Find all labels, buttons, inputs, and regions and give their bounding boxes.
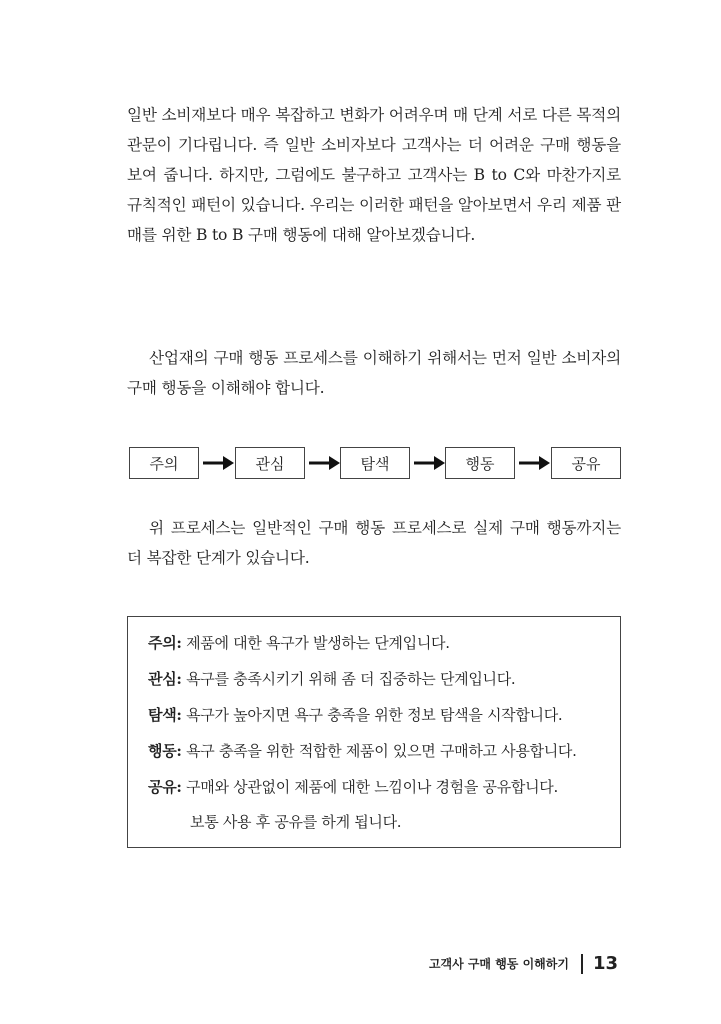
flow-step-attention: 주의	[129, 447, 199, 479]
footer-divider	[581, 954, 583, 974]
definition-action	[148, 741, 577, 761]
definition-desc: 구매와 상관없이 제품에 대한 느낌이나 경험을 공유합니다.	[181, 778, 558, 796]
arrow-right-icon	[412, 454, 446, 472]
definition-desc: 욕구를 충족시키기 위해 좀 더 집중하는 단계입니다.	[181, 670, 516, 688]
definition-share-continued: 보통 사용 후 공유를 하게 됩니다.	[190, 813, 402, 831]
definition-term: 관심:	[148, 670, 182, 688]
definition-search	[148, 705, 562, 725]
arrow-right-icon	[517, 454, 551, 472]
arrow-right-icon	[201, 454, 235, 472]
definition-desc: 제품에 대한 욕구가 발생하는 단계입니다.	[181, 634, 450, 652]
definition-interest	[148, 669, 515, 689]
body-paragraph-3: 위 프로세스는 일반적인 구매 행동 프로세스로 실제 구매 행동까지는 더 복잡한 단계가 있습니다.	[127, 519, 621, 567]
flow-step-action: 행동	[445, 447, 515, 479]
running-title: 고객사 구매 행동 이해하기	[428, 957, 569, 971]
process-flow	[129, 447, 621, 481]
arrow-right-icon	[307, 454, 341, 472]
flow-step-interest: 관심	[235, 447, 305, 479]
page-footer	[429, 953, 618, 974]
body-paragraph-1: 일반 소비재보다 매우 복잡하고 변화가 어려우며 매 단계 서로 다른 목적의 관문이 기다립니다. 즉 일반 소비자보다 고객사는 더 어려운 구매 행동을 보여 줍니다. 하지만, 그럼에도 불구하고 고객사는 B to C와 마찬가지로 규칙적인 패턴이 있습니다. 우리는 이러한 패턴을 알아보면서 우리 제품 판매를 위한 B to B 구매 행동에 대해 알아보겠습니다.	[127, 106, 621, 244]
body-paragraph-2: 산업재의 구매 행동 프로세스를 이해하기 위해서는 먼저 일반 소비자의 구매 행동을 이해해야 합니다.	[127, 349, 621, 397]
definition-share	[148, 777, 558, 797]
page-number: 13	[592, 953, 618, 974]
definition-term: 탐색:	[148, 706, 182, 724]
flow-step-search: 탐색	[340, 447, 410, 479]
definition-desc: 욕구 충족을 위한 적합한 제품이 있으면 구매하고 사용합니다.	[181, 742, 577, 760]
definition-term: 공유:	[148, 778, 182, 796]
definition-term: 행동:	[148, 742, 182, 760]
flow-step-share: 공유	[551, 447, 621, 479]
definition-box	[127, 616, 621, 848]
definition-attention	[148, 633, 450, 653]
definition-term: 주의:	[148, 634, 182, 652]
definition-desc: 욕구가 높아지면 욕구 충족을 위한 정보 탐색을 시작합니다.	[181, 706, 563, 724]
